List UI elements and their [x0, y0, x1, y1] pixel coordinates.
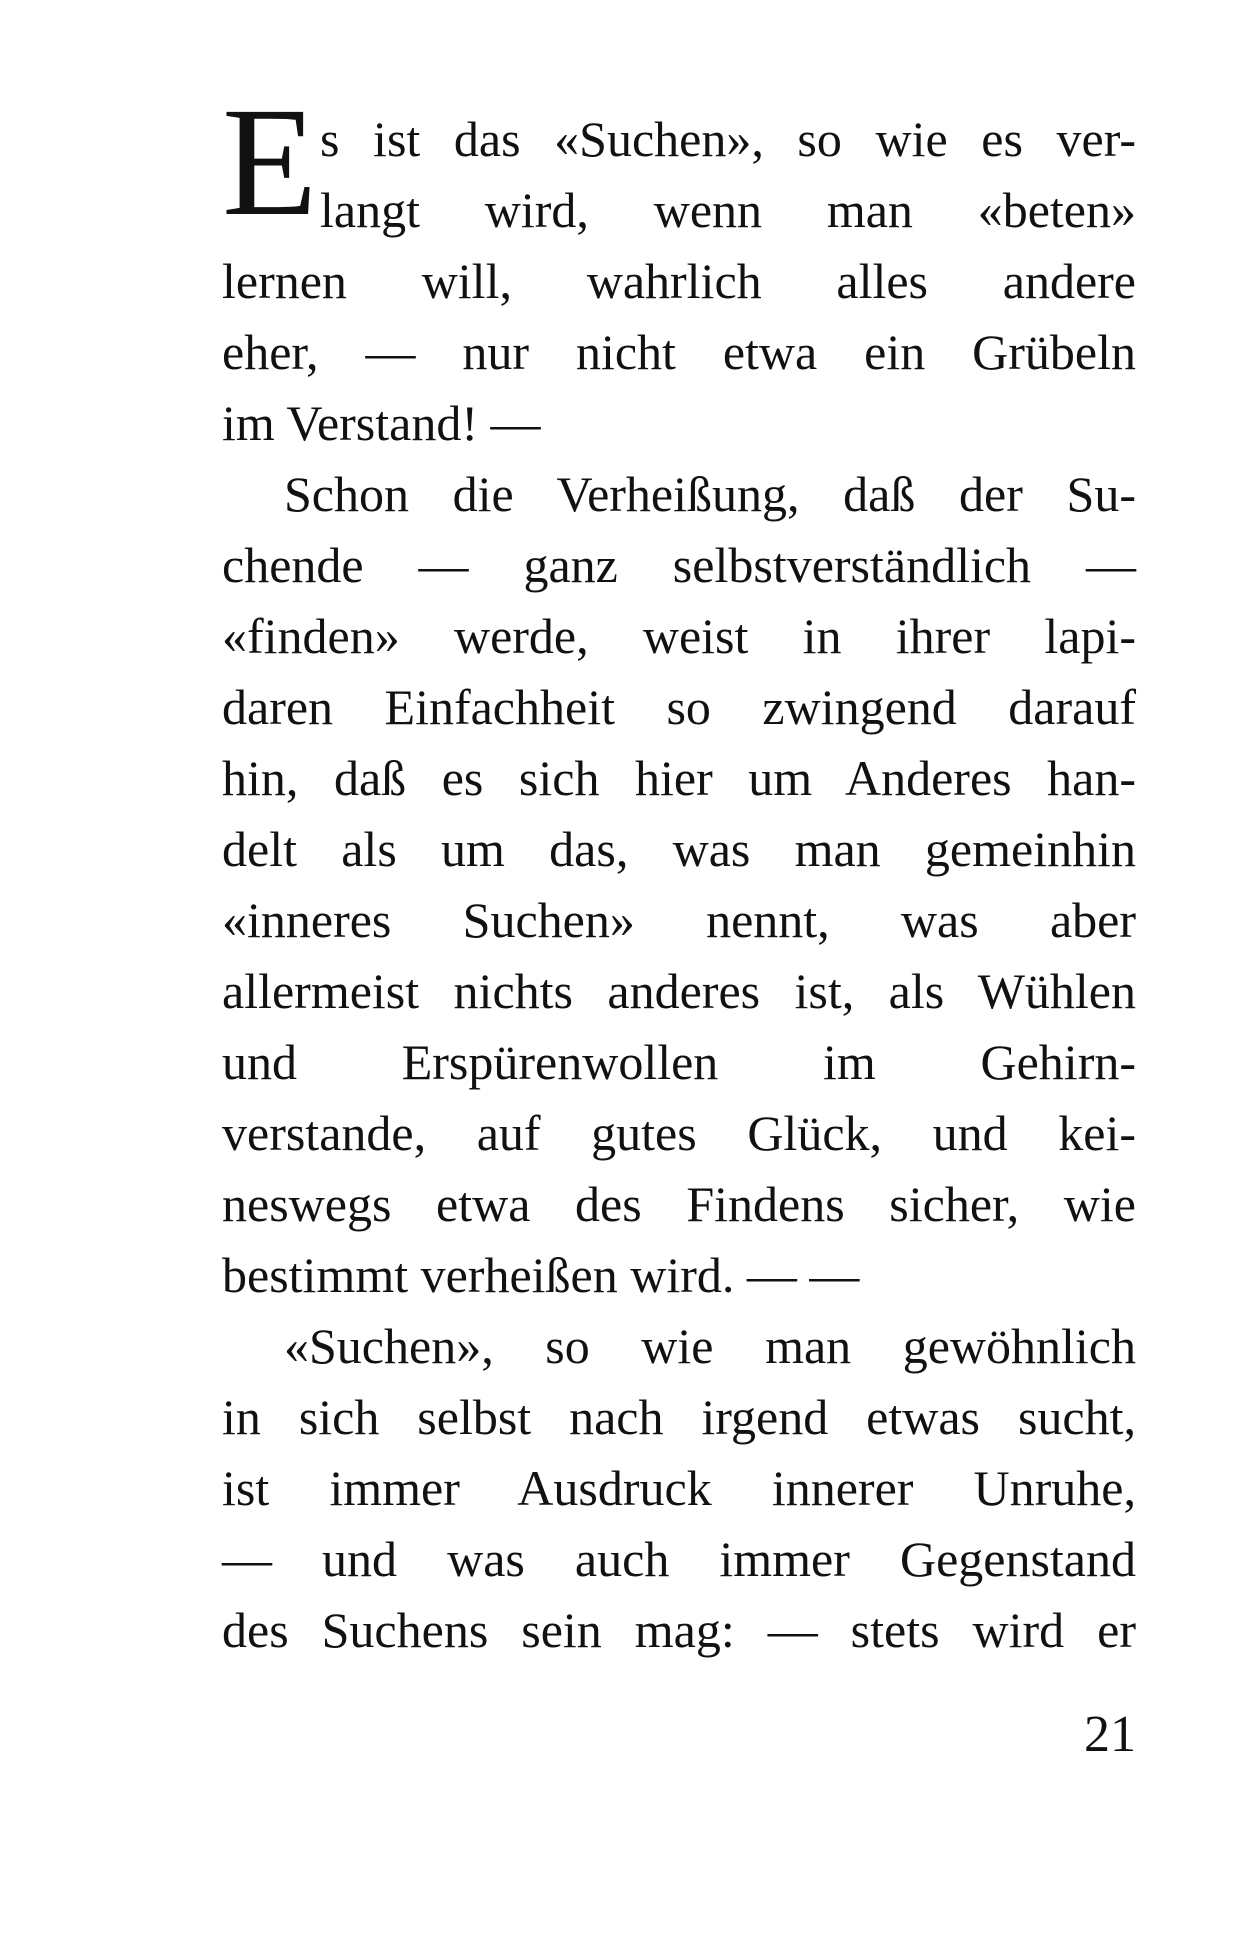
text-line: und Erspürenwollen im Gehirn-: [222, 1034, 1136, 1090]
text-line: s ist das «Suchen», so wie es ver-: [320, 111, 1136, 167]
text-line: lernen will, wahrlich alles andere: [222, 253, 1136, 309]
text-line: delt als um das, was man gemeinhin: [222, 821, 1136, 877]
text-line: «inneres Suchen» nennt, was aber: [222, 892, 1136, 948]
text-line: im Verstand! —: [222, 395, 541, 451]
text-line: allermeist nichts anderes ist, als Wühlen: [222, 963, 1136, 1019]
text-line: «Suchen», so wie man gewöhnlich: [284, 1318, 1136, 1374]
text-line: daren Einfachheit so zwingend darauf: [222, 679, 1136, 735]
text-line: hin, daß es sich hier um Anderes han-: [222, 750, 1136, 806]
text-line: eher, — nur nicht etwa ein Grübeln: [222, 324, 1136, 380]
text-line: chende — ganz selbstverständlich —: [222, 537, 1136, 593]
text-line: ist immer Ausdruck innerer Unruhe,: [222, 1460, 1136, 1516]
text-line: langt wird, wenn man «beten»: [320, 182, 1136, 238]
text-line: in sich selbst nach irgend etwas sucht,: [222, 1389, 1136, 1445]
text-line: verstande, auf gutes Glück, und kei-: [222, 1105, 1136, 1161]
text-line: — und was auch immer Gegenstand: [222, 1531, 1136, 1587]
text-line: «finden» werde, weist in ihrer lapi-: [222, 608, 1136, 664]
drop-cap-letter: E: [222, 75, 318, 248]
text-line: des Suchens sein mag: — stets wird er: [222, 1602, 1136, 1658]
page-number: 21: [1084, 1706, 1136, 1763]
text-line: neswegs etwa des Findens sicher, wie: [222, 1176, 1136, 1232]
text-line: Schon die Verheißung, daß der Su-: [284, 466, 1136, 522]
text-line: bestimmt verheißen wird. — —: [222, 1247, 860, 1303]
